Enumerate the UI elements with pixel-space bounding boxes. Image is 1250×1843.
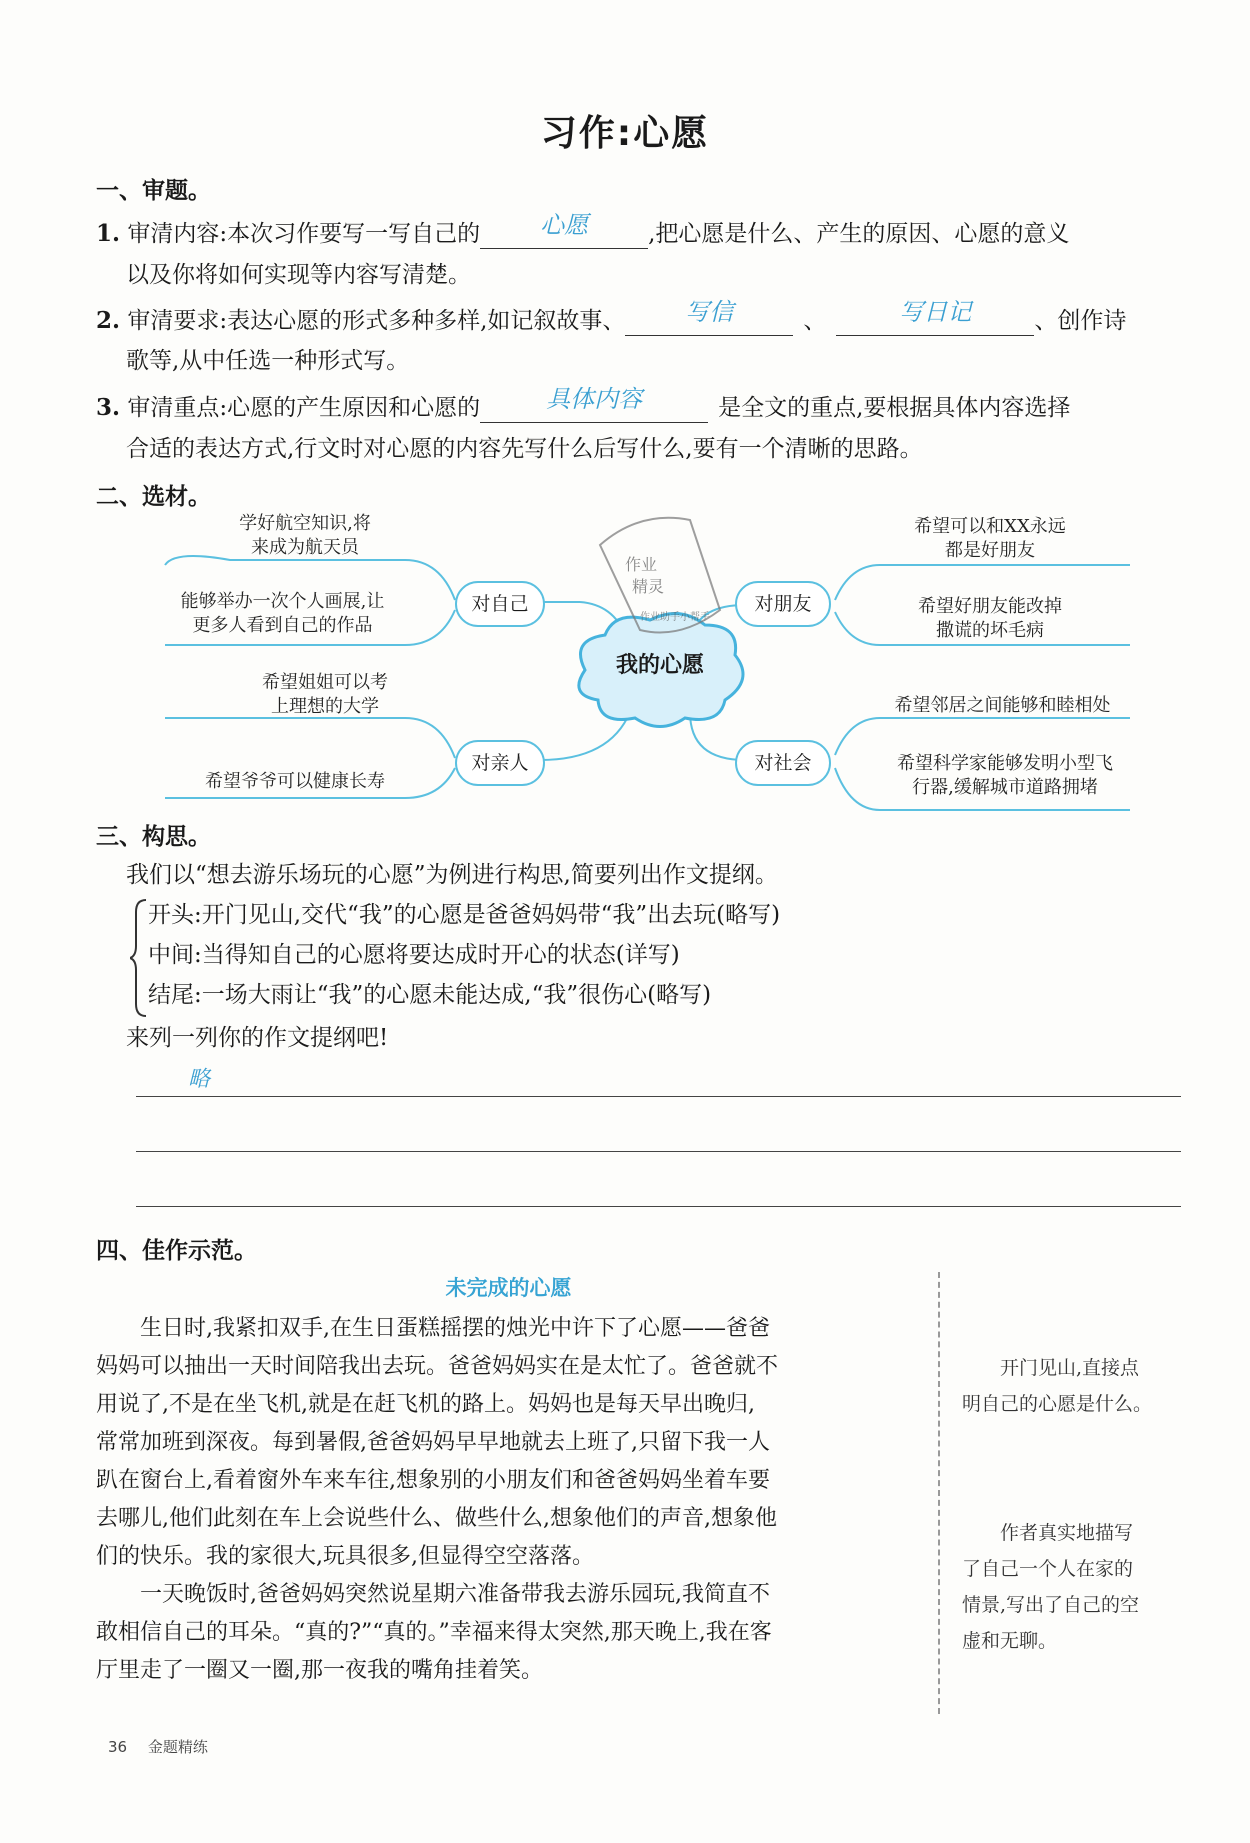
note1-line-2: 明自己的心愿是什么。 [962,1393,1153,1415]
q3-line2: 合适的表达方式,行文时对心愿的内容先写什么后写什么,要有一个清晰的思路。 [126,436,923,462]
note2-line-4: 虚和无聊。 [962,1630,1058,1652]
q2-answer1: 写信 [685,298,734,326]
q1-text-a: 审清内容:本次习作要写一写自己的 [127,221,481,247]
margin-divider [938,1272,940,1714]
outline-brace [130,898,150,1018]
family-item2: 希望爷爷可以健康长寿 [205,771,385,792]
writing-line-2[interactable] [136,1151,1181,1152]
q1-line2: 以及你将如何实现等内容写清楚。 [126,262,471,288]
page-number: 36 [108,1738,128,1756]
self-item1: 学好航空知识,将 来成为航天员 [239,513,371,558]
section4-heading: 四、佳作示范。 [96,1238,257,1264]
q1-answer: 心愿 [540,211,589,239]
section3-answer: 略 [188,1067,211,1092]
brand-name: 金题精练 [147,1738,208,1756]
p1-line-2: 妈妈可以抽出一天时间陪我出去玩。爸爸妈妈实在是太忙了。爸爸就不 [96,1354,779,1379]
p2-line-2: 敢相信自己的耳朵。“真的?”“真的。”幸福来得太突然,那天晚上,我在客 [96,1620,772,1645]
self-item2: 能够举办一次个人画展,让 更多人看到自己的作品 [180,591,385,636]
q3-text-b: 是全文的重点,要根据具体内容选择 [718,395,1071,421]
node-family: 对亲人 [455,740,545,786]
q1-text-b: ,把心愿是什么、产生的原因、心愿的意义 [648,221,1070,247]
q3-text-a: 审清重点:心愿的产生原因和心愿的 [127,395,481,421]
q3-number: 3. [96,394,121,421]
page-title: 习作:心愿 [540,113,710,154]
connector-society-item1 [835,718,1130,755]
q2-number: 2. [96,307,121,334]
p2-line-3: 厅里走了一圈又一圈,那一夜我的嘴角挂着笑。 [96,1658,543,1683]
section3-prompt: 来列一列你的作文提纲吧! [126,1025,389,1051]
q2-line2: 歌等,从中任选一种形式写。 [126,348,410,374]
essay-paragraph-1 [96,1310,926,1690]
society-item1: 希望邻居之间能够和睦相处 [894,695,1111,716]
section3-heading: 三、构思。 [96,824,211,850]
writing-line-1[interactable] [136,1096,1181,1097]
stamp-text-2: 精灵 [632,577,665,596]
note2-line-3: 情景,写出了自己的空 [962,1594,1140,1616]
essay-title: 未完成的心愿 [445,1276,572,1300]
outline-item-2: 中间:当得知自己的心愿将要达成时开心的状态(详写) [148,942,680,968]
section3-intro: 我们以“想去游乐场玩的心愿”为例进行构思,简要列出作文提纲。 [126,862,778,888]
stamp-text-3: 作业助手小帮手 [640,612,710,623]
p1-line-7: 们的快乐。我的家很大,玩具很多,但显得空空落落。 [96,1544,594,1569]
connector-family-item1 [165,718,455,758]
society-item2: 希望科学家能够发明小型飞 行器,缓解城市道路拥堵 [897,753,1113,798]
node-self: 对自己 [455,581,545,627]
outline-item-1: 开头:开门见山,交代“我”的心愿是爸爸妈妈带“我”出去玩(略写) [148,902,781,928]
p1-line-4: 常常加班到深夜。每到暑假,爸爸妈妈早早地就去上班了,只留下我一人 [96,1430,770,1455]
p1-line-6: 去哪儿,他们此刻在车上会说些什么、做些什么,想象他们的声音,想象他 [96,1506,777,1531]
center-node: 我的心愿 [615,653,704,678]
node-society: 对社会 [735,740,831,786]
q2-answer2: 写日记 [899,298,972,326]
node-friends: 对朋友 [735,581,831,627]
page-footer [108,1736,208,1757]
friends-item2: 希望好朋友能改掉 撒谎的坏毛病 [918,596,1062,641]
writing-line-3[interactable] [136,1206,1181,1207]
p1-line-5: 趴在窗台上,看着窗外车来车往,想象别的小朋友们和爸爸妈妈坐着车要 [96,1468,770,1493]
outline-item-3: 结尾:一场大雨让“我”的心愿未能达成,“我”很伤心(略写) [148,982,712,1008]
p1-line-1: 生日时,我紧扣双手,在生日蛋糕摇摆的烛光中许下了心愿——爸爸 [140,1316,770,1341]
q2-text-a: 审清要求:表达心愿的形式多种多样,如记叙故事、 [127,308,626,334]
stamp-seal [600,518,720,633]
friends-item1: 希望可以和XX永远 都是好朋友 [914,516,1066,561]
p1-line-3: 用说了,不是在坐飞机,就是在赶飞机的路上。妈妈也是每天早出晚归, [96,1392,755,1417]
q3-answer: 具体内容 [546,385,643,413]
annotation-2 [962,1515,1182,1659]
q2-text-b: 、创作诗 [1034,308,1127,334]
annotation-1 [962,1350,1182,1422]
family-item1: 希望姐姐可以考 上理想的大学 [262,672,388,717]
p2-line-1: 一天晚饭时,爸爸妈妈突然说星期六准备带我去游乐园玩,我简直不 [140,1582,770,1607]
section2-heading: 二、选材。 [96,484,211,510]
q2-separator: 、 [803,308,827,334]
section1-heading: 一、审题。 [96,178,211,204]
stamp-text-1: 作业 [625,555,658,574]
note2-line-2: 了自己一个人在家的 [962,1558,1134,1580]
note1-line-1: 开门见山,直接点 [1000,1357,1140,1379]
q1-number: 1. [96,220,121,247]
note2-line-1: 作者真实地描写 [1000,1522,1134,1544]
